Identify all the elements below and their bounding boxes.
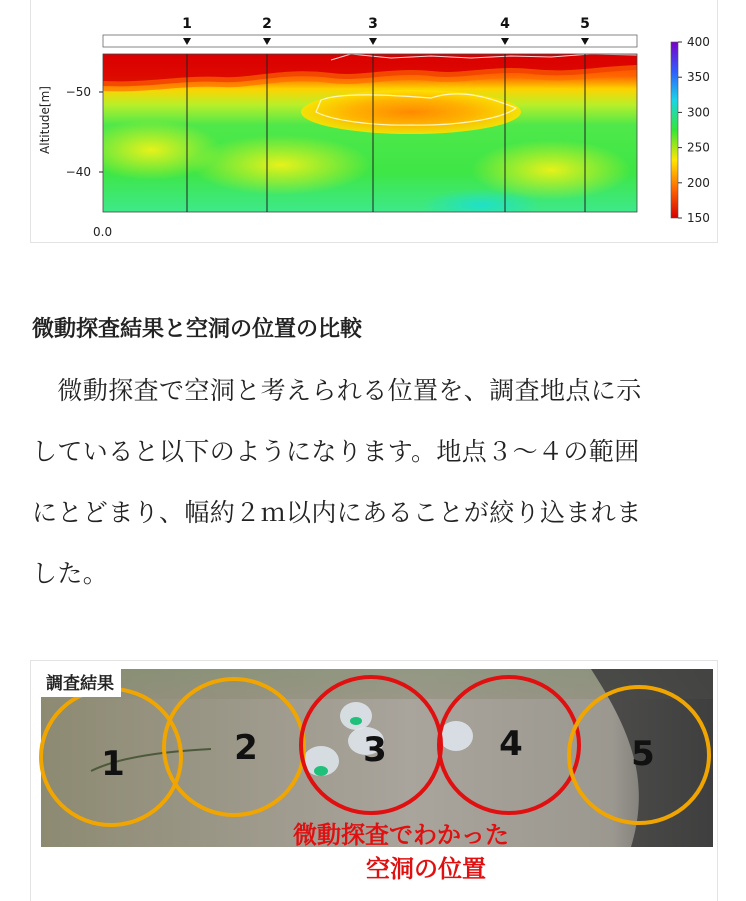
- colorbar-tick-label: 250: [687, 140, 710, 155]
- circle-label-5: 5: [631, 734, 655, 774]
- body-paragraph: [32, 360, 722, 604]
- colorbar-tick-label: 300: [687, 105, 710, 120]
- y-tick-label: −40: [65, 165, 91, 179]
- circle-label-2: 2: [234, 728, 258, 768]
- paragraph-line: した。: [32, 559, 109, 588]
- colorbar-tick-label: 400: [687, 35, 710, 49]
- sensor-dome: [340, 702, 372, 730]
- seismic-section-chart: [31, 0, 717, 242]
- survey-photo-illustration: [31, 661, 717, 901]
- paragraph-line: 微動探査で空洞と考えられる位置を、調査地点に示: [32, 376, 642, 405]
- photo-tag: 調査結果: [38, 667, 121, 697]
- x-tick-label: 0.0: [93, 225, 113, 239]
- circle-label-4: 4: [499, 724, 523, 764]
- station-label: 4: [500, 16, 510, 32]
- caption-line-1: 微動探査でわかった: [293, 821, 509, 849]
- y-tick-label: −50: [65, 85, 91, 99]
- colorbar: [671, 42, 678, 218]
- heatmap-yellow-patch-mid: [191, 135, 371, 195]
- survey-result-photo: [30, 660, 718, 901]
- caption-line-2: 空洞の位置: [366, 855, 486, 883]
- heatmap-cells: [81, 54, 637, 221]
- colorbar-tick-label: 200: [687, 175, 710, 190]
- circle-label-1: 1: [101, 744, 125, 784]
- seismic-section-figure: [30, 0, 718, 243]
- sensor-light: [350, 717, 362, 725]
- colorbar-tick-label: 350: [687, 70, 710, 85]
- colorbar-tick-label: 150: [687, 211, 710, 225]
- station-bar: [103, 35, 637, 47]
- station-label: 1: [182, 16, 192, 32]
- section-heading: 微動探査結果と空洞の位置の比較: [32, 317, 363, 342]
- paragraph-line: していると以下のようになります。地点３～４の範囲: [32, 437, 640, 466]
- station-label: 2: [262, 16, 272, 32]
- sensor-light: [314, 766, 328, 776]
- heatmap-cyan-patch: [421, 189, 541, 221]
- station-label: 5: [580, 16, 590, 32]
- colorbar-ticks: [678, 35, 710, 225]
- sensor-dome: [439, 721, 473, 751]
- circle-label-3: 3: [363, 730, 387, 770]
- paragraph-line: にとどまり、幅約２ｍ以内にあることが絞り込まれま: [32, 498, 642, 527]
- station-label: 3: [368, 16, 378, 32]
- y-axis-label: Altitude[m]: [38, 86, 52, 154]
